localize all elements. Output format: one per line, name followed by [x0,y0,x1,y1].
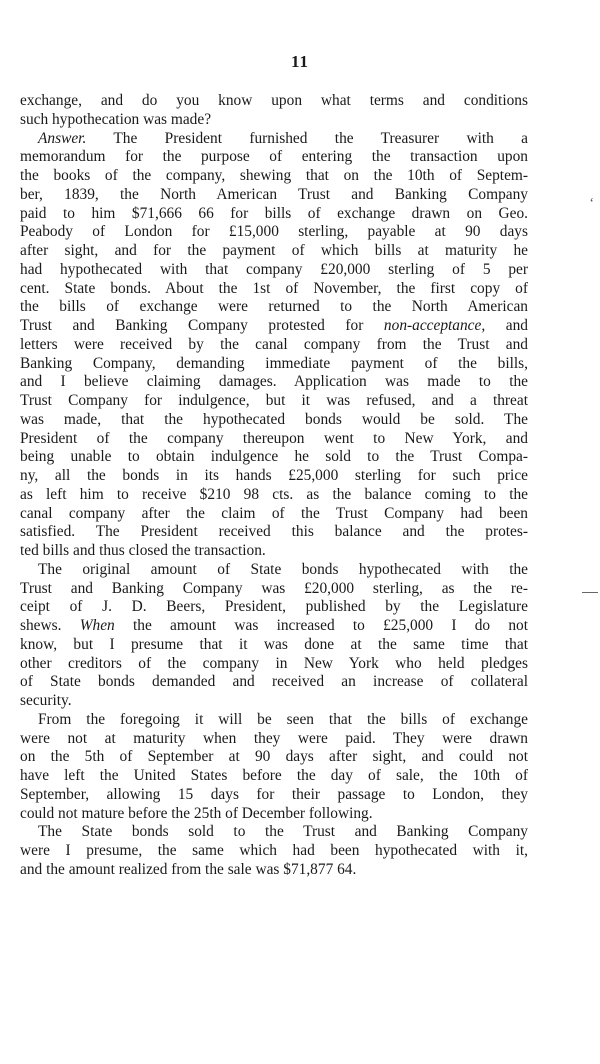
text-line: The State bonds sold to the Trust and Banking Company [38,823,528,841]
text-line: memorandum for the purpose of entering the transaction upon [20,148,528,166]
text-line: such hypothecation was made? [20,110,212,128]
text-line: of State bonds demanded and received an increase of collateral [20,673,528,691]
text-line: ted bills and thus closed the transaction. [20,542,266,559]
text-line: paid to him $71,666 66 for bills of exchange drawn on Geo. [20,204,528,222]
text-line: could not mature before the 25th of December following. [20,804,373,822]
text-line: The original amount of State bonds hypothecated with the [38,560,528,578]
text-line: letters were received by the canal company from the Trust and [20,335,528,353]
text-line: was made, that the hypothecated bonds would be sold. The [20,410,528,428]
line-text-pre: Trust and Banking Company protested for [20,317,384,334]
text-line: Banking Company, demanding immediate payment of the bills, [20,354,528,372]
body-text [20,92,528,880]
page-number: 11 [290,52,310,71]
line-text-pre: shews. [20,617,80,634]
text-line [20,617,528,636]
text-line: on the 5th of September at 90 days after sight, and could not [20,748,528,766]
text-line: were not at maturity when they were paid. They were drawn [20,729,528,747]
margin-mark: ‘ [589,196,594,211]
text-line: ny, all the bonds in its hands £25,000 sterling for such price [20,467,528,484]
text-line: the bills of exchange were returned to the North American [20,298,528,316]
text-line: know, but I presume that it was done at the same time that [20,635,528,653]
text-line: President of the company thereupon went to New York, and [20,429,528,447]
text-line: September, allowing 15 days for their passage to London, they [20,785,528,803]
text-line: Peabody of London for £15,000 sterling, payable at 90 days [20,223,528,241]
text-line: have left the United States before the day of sale, the 10th of [20,767,528,784]
line-text-post: and [485,317,528,334]
text-line: ceipt of J. D. Beers, President, published by the Legislature [20,598,528,616]
text-line: Trust Company for indulgence, but it was refused, and a threat [20,392,528,409]
text-line: exchange, and do you know upon what terms and conditions [20,92,528,109]
text-line: ber, 1839, the North American Trust and Banking Company [20,185,528,203]
text-line: the books of the company, shewing that on the 10th of Septem- [20,167,528,184]
text-line: Trust and Banking Company was £20,000 sterling, as the re- [20,579,528,597]
text-line [20,317,528,336]
text-line: were I presume, the same which had been hypothecated with it, [20,842,528,859]
text-line [20,130,528,149]
italic-word: When [79,617,115,634]
text-line: other creditors of the company in New York who held pledges [20,654,528,672]
text-line: as left him to receive $210 98 cts. as the balance coming to the [20,485,528,503]
line-text-post: the amount was increased to £25,000 I do not [114,617,528,634]
text-line: satisfied. The President received this balance and the protes- [20,523,528,541]
text-line: cent. State bonds. About the 1st of November, the first copy of [20,279,528,297]
text-line: being unable to obtain indulgence he sold to the Trust Compa- [20,448,528,466]
text-line: and I believe claiming damages. Application was made to the [20,373,528,391]
margin-dash [582,592,598,593]
italic-lead: Answer. [38,129,87,147]
text-line: had hypothecated with that company £20,000 sterling of 5 per [20,260,528,278]
text-line: after sight, and for the payment of which bills at maturity he [20,242,528,259]
text-line: canal company after the claim of the Trust Company had been [20,504,528,522]
text-line: and the amount realized from the sale was $71,877 64. [20,860,357,878]
text-line: From the foregoing it will be seen that the bills of exchange [38,710,528,728]
text-line: security. [20,692,72,709]
line-text: The President furnished the Treasurer with a [86,129,528,147]
italic-word: non-acceptance, [383,317,486,334]
